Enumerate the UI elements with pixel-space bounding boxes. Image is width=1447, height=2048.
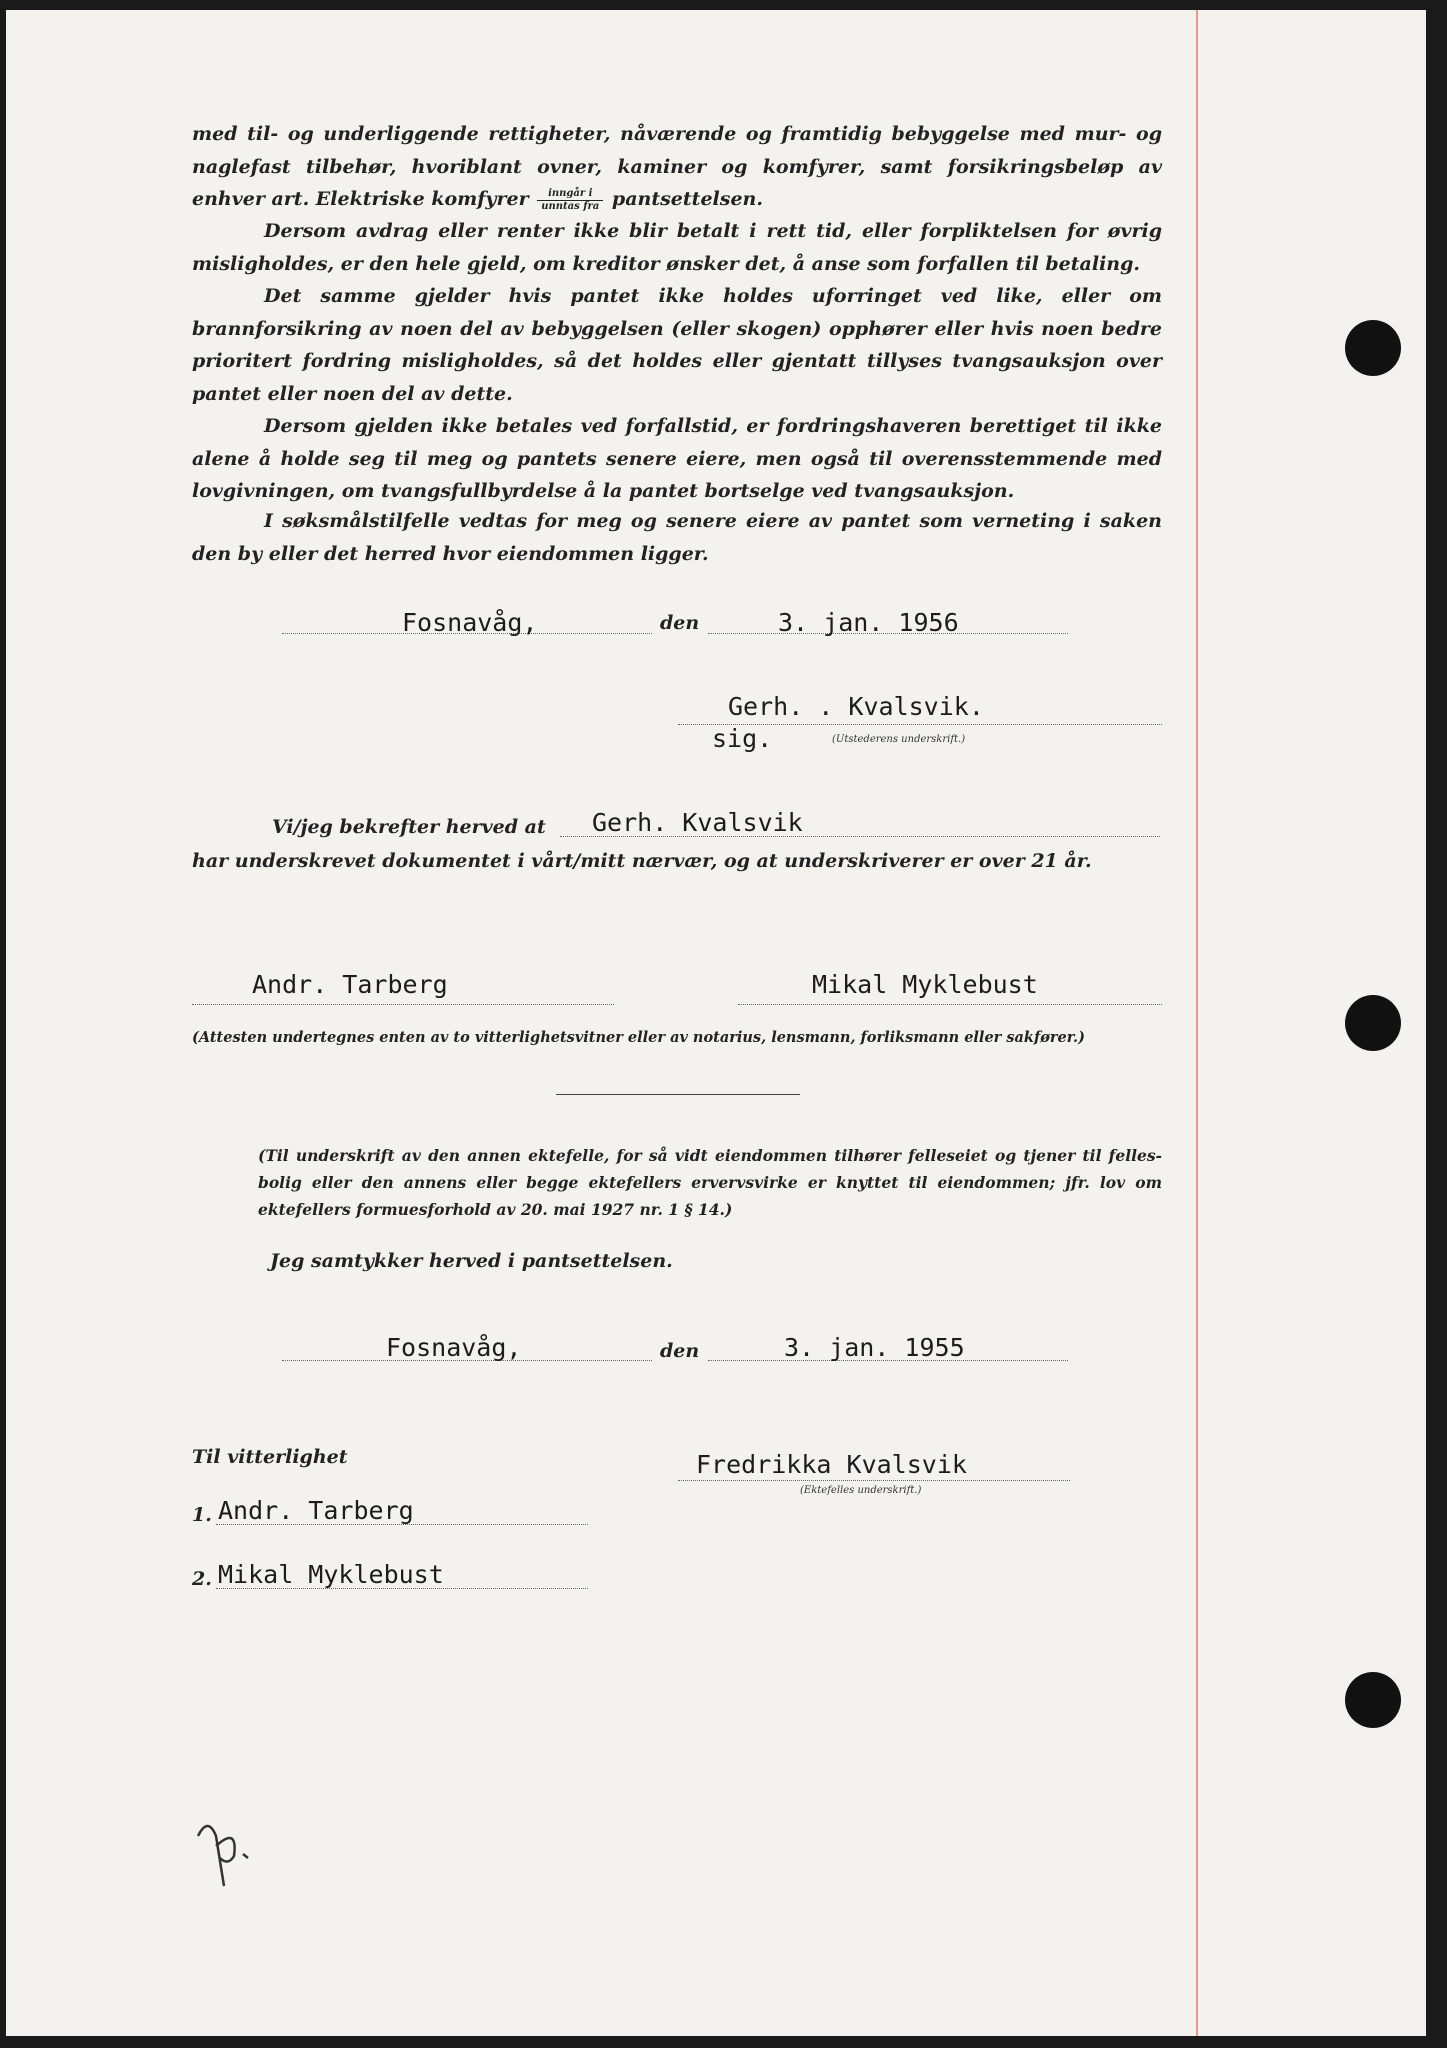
date-2: 3. jan. 1955 bbox=[784, 1333, 965, 1362]
blank-signature-line bbox=[556, 1094, 800, 1095]
attest-witness-1: Andr. Tarberg bbox=[252, 970, 448, 999]
witness-name-line-1 bbox=[216, 1524, 588, 1525]
spouse-note: (Til underskrift av den annen ektefelle, for så vidt eiendommen tilhører felleseiet og tjener til felles-bolig eller den annens eller begge ektefellers ervervsvirke er knyttet til eiendommen; jfr. lov om ektefellers formuesforhold av 20. mai 1927 nr. 1 § 14.) bbox=[258, 1146, 1162, 1219]
witness-label: Til vitterlighet bbox=[192, 1446, 348, 1468]
signer-caption-1: (Utstederens underskrift.) bbox=[832, 734, 966, 745]
fraction-choice: $\frac{\text{inngår i}}{\text{unntas fra}}$ bbox=[537, 188, 603, 213]
punch-hole-middle bbox=[1345, 995, 1401, 1051]
date-1: 3. jan. 1956 bbox=[778, 608, 959, 637]
paragraph-forced-sale: Dersom gjelden ikke betales ved forfallstid, er fordringshaveren berettiget til ikke alene å holde seg til meg og pantets senere eiere, men også til overensstemmende med lovgivningen, om tvangsfullbyrdelse å la pantet bortselge ved tvangsauksjon. bbox=[192, 415, 1162, 502]
margin-rule bbox=[1196, 10, 1198, 2036]
paragraph-insurance: Det samme gjelder hvis pantet ikke holdes uforringet ved like, eller om brannforsikring av noen del av bebyggelsen (eller skogen) opphører eller hvis noen bedre prioritert fordring misligholdes, så det holdes eller gjentatt tillyses tvangsauksjon over pantet eller noen del av dette. bbox=[192, 285, 1162, 405]
handwritten-initials-mark bbox=[188, 1806, 278, 1896]
witness-num-1: 1. bbox=[192, 1504, 212, 1526]
paragraph-property-rights: med til- og underliggende rettigheter, nåværende og framtidig bebyggelse med mur- og naglefast tilbehør, hvoriblant ovner, kaminer og komfyrer, samt forsikringsbeløp av enhver art. Elektriske komfyrer $\frac{\text{inngår i}}{\text{unntas fra}}$ pantsettelsen. bbox=[192, 123, 1162, 212]
witness-name-1: Andr. Tarberg bbox=[218, 1496, 414, 1525]
witness-name-2: Mikal Myklebust bbox=[218, 1560, 444, 1589]
witness-line-2 bbox=[738, 1004, 1162, 1005]
attest-note: (Attesten undertegnes enten av to vitterlighetsvitner eller av notarius, lensmann, forliksmann eller sakfører.) bbox=[192, 1029, 1085, 1046]
den-label-1: den bbox=[660, 612, 700, 634]
witness-name-line-2 bbox=[216, 1588, 588, 1589]
signer-1: Gerh. . Kvalsvik. bbox=[728, 692, 984, 721]
witness-line-1 bbox=[192, 1004, 614, 1005]
punch-hole-bottom bbox=[1345, 1672, 1401, 1728]
attest-lead: Vi/jeg bekrefter herved at bbox=[272, 816, 546, 838]
punch-hole-top bbox=[1345, 320, 1401, 376]
paragraph-venue: I søksmålstilfelle vedtas for meg og senere eiere av pantet som verneting i saken den by eller det herred hvor eiendommen ligger. bbox=[192, 510, 1162, 565]
place-2: Fosnavåg, bbox=[386, 1333, 522, 1362]
sig-prefix: sig. bbox=[712, 724, 773, 753]
spouse-signer: Fredrikka Kvalsvik bbox=[696, 1450, 967, 1479]
paragraph-default: Dersom avdrag eller renter ikke blir betalt i rett tid, eller forpliktelsen for øvrig misligholdes, er den hele gjeld, om kreditor ønsker det, å anse som forfallen til betaling. bbox=[192, 220, 1162, 275]
den-label-2: den bbox=[660, 1340, 700, 1362]
attest-witness-2: Mikal Myklebust bbox=[812, 970, 1038, 999]
attest-name: Gerh. Kvalsvik bbox=[592, 808, 803, 837]
spouse-signer-caption: (Ektefelles underskrift.) bbox=[800, 1485, 922, 1496]
attest-statement: har underskrevet dokumentet i vårt/mitt nærvær, og at underskriverer er over 21 år. bbox=[192, 850, 1092, 872]
consent-text: Jeg samtykker herved i pantsettelsen. bbox=[270, 1250, 673, 1272]
spouse-signer-line bbox=[678, 1480, 1070, 1481]
place-1: Fosnavåg, bbox=[402, 608, 538, 637]
witness-num-2: 2. bbox=[192, 1568, 212, 1590]
